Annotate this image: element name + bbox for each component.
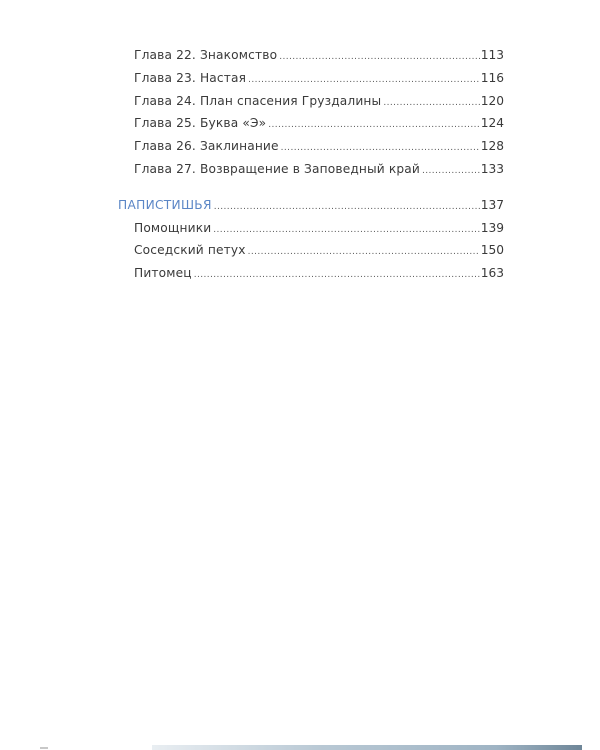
dot-leader	[248, 69, 480, 92]
toc-entry-chapter-22[interactable]	[118, 44, 504, 67]
table-of-contents	[118, 44, 504, 285]
toc-entry-title: Глава 27. Возвращение в Заповедный край	[134, 161, 420, 176]
toc-entry-title: Глава 25. Буква «Э»	[134, 116, 267, 131]
dot-leader	[383, 92, 479, 115]
toc-entry-title: Глава 26. Заклинание	[134, 139, 279, 154]
toc-entry-page: 120	[480, 93, 504, 108]
toc-section-page: 137	[480, 197, 504, 212]
dot-leader	[422, 160, 480, 183]
toc-entry-sosedskiy-petukh[interactable]	[118, 239, 504, 262]
toc-section-title: ПАПИСТИШЬЯ	[118, 197, 212, 212]
toc-entry-page: 139	[480, 220, 504, 235]
dot-leader	[268, 114, 480, 137]
dot-leader	[281, 137, 480, 160]
toc-entry-chapter-27[interactable]	[118, 158, 504, 181]
toc-entry-chapter-25[interactable]	[118, 112, 504, 135]
toc-entry-title: Питомец	[134, 266, 192, 281]
toc-entry-pomoshchniki[interactable]	[118, 217, 504, 240]
toc-entry-page: 163	[480, 266, 504, 281]
dot-leader	[194, 264, 480, 287]
dot-leader	[248, 241, 480, 264]
toc-entry-title: Глава 24. План спасения Груздалины	[134, 93, 382, 108]
toc-entry-title: Глава 22. Знакомство	[134, 48, 278, 62]
toc-entry-page: 116	[480, 70, 504, 85]
toc-entry-page: 128	[480, 139, 504, 154]
dot-leader	[213, 219, 479, 242]
scan-edge-shadow	[152, 745, 582, 750]
toc-entry-pitomets[interactable]	[118, 262, 504, 285]
toc-entry-title: Соседский петух	[134, 243, 246, 258]
scan-edge-mark	[40, 747, 48, 749]
toc-entry-page: 113	[480, 48, 504, 62]
toc-entry-chapter-26[interactable]	[118, 135, 504, 158]
toc-section-papistishya[interactable]	[118, 194, 504, 217]
toc-entry-page: 133	[480, 161, 504, 176]
toc-entry-page: 124	[480, 116, 504, 131]
toc-entry-title: Глава 23. Настая	[134, 70, 247, 85]
toc-entry-chapter-24[interactable]	[118, 90, 504, 113]
toc-entry-page: 150	[480, 243, 504, 258]
dot-leader	[214, 196, 480, 219]
toc-entry-chapter-23[interactable]	[118, 67, 504, 90]
dot-leader	[279, 46, 480, 69]
toc-entry-title: Помощники	[134, 220, 212, 235]
